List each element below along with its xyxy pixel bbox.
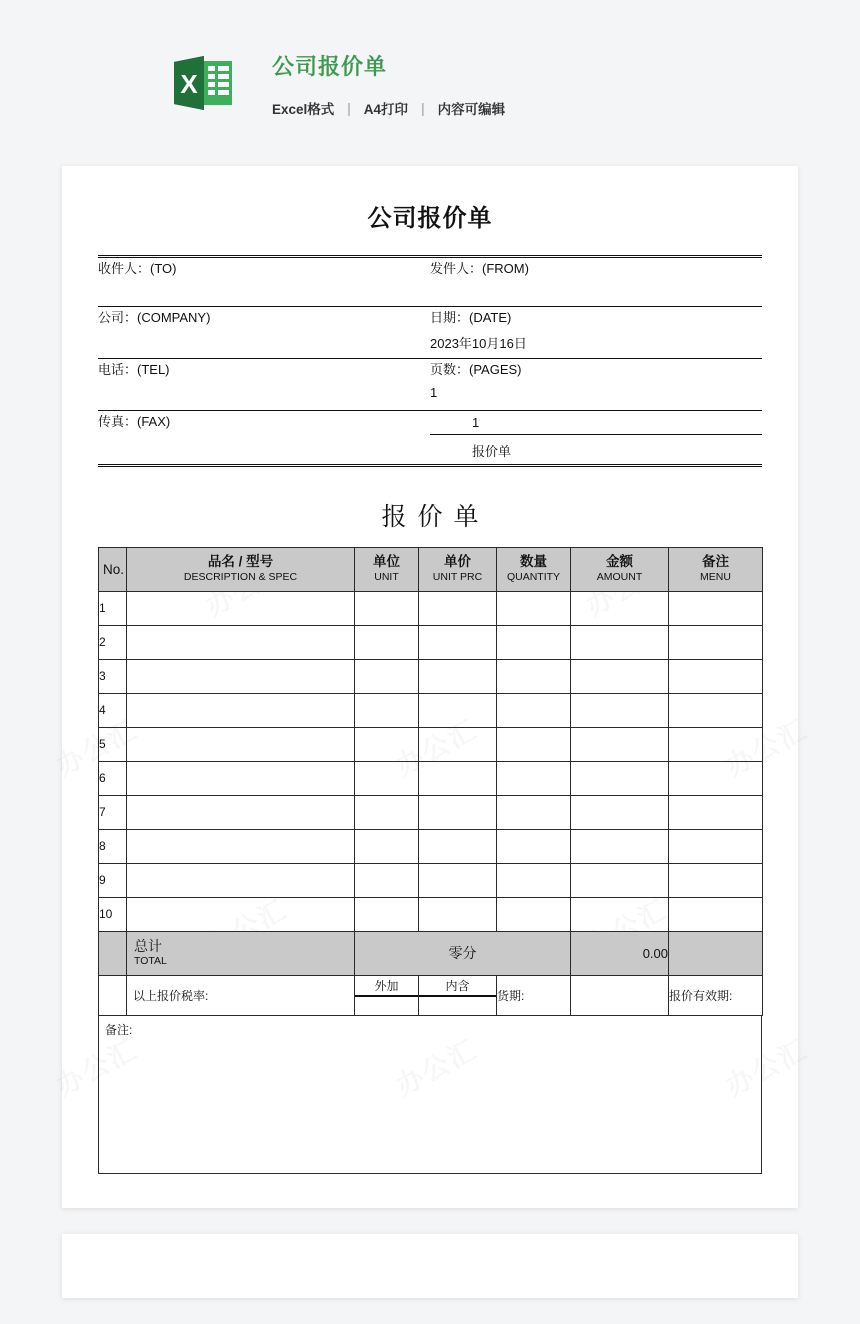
document-title: 公司报价单	[367, 205, 493, 232]
cell-unit[interactable]	[355, 591, 419, 625]
tax-option-incl-value[interactable]	[419, 996, 496, 1014]
cell-unit-price[interactable]	[419, 591, 497, 625]
quotation-table	[98, 547, 763, 1016]
total-label-en: TOTAL	[134, 955, 167, 968]
cell-unit-price[interactable]	[419, 795, 497, 829]
cell-memo[interactable]	[669, 795, 763, 829]
cell-quantity[interactable]	[497, 863, 571, 897]
contact-row-company	[98, 307, 762, 333]
cell-amount[interactable]	[571, 863, 669, 897]
cell-amount[interactable]	[571, 727, 669, 761]
cell-amount[interactable]	[571, 659, 669, 693]
cell-unit-price[interactable]	[419, 727, 497, 761]
cell-quantity[interactable]	[497, 659, 571, 693]
meta-separator: |	[347, 100, 351, 116]
cell-no: 4	[99, 693, 127, 727]
cell-no: 9	[99, 863, 127, 897]
cell-memo[interactable]	[669, 761, 763, 795]
cell-unit[interactable]	[355, 727, 419, 761]
spacer-cell	[98, 385, 430, 411]
cell-quantity[interactable]	[497, 591, 571, 625]
cell-unit[interactable]	[355, 761, 419, 795]
delivery-label: 货期:	[497, 975, 571, 1015]
value-subject: 报价单	[472, 443, 512, 459]
value-subject-wrap	[430, 437, 762, 466]
col-description-en: DESCRIPTION & SPEC	[183, 570, 298, 583]
value-date: 2023年10月16日	[430, 333, 762, 359]
contact-row-spacer	[98, 291, 762, 307]
total-spacer	[99, 931, 127, 975]
cell-quantity[interactable]	[497, 829, 571, 863]
table-row	[99, 863, 763, 897]
col-no-label: No.	[103, 561, 125, 577]
table-row	[99, 693, 763, 727]
contact-row-to	[98, 257, 762, 291]
label-company: 公司：(COMPANY)	[98, 310, 211, 325]
col-quantity-en: QUANTITY	[506, 570, 561, 583]
quote-heading: 报价单	[381, 502, 490, 531]
cell-no: 7	[99, 795, 127, 829]
table-row	[99, 897, 763, 931]
total-in-words: 零分	[355, 931, 571, 975]
col-quantity	[497, 547, 571, 591]
tax-option-add-cell	[355, 975, 419, 1015]
col-unit-price-en: UNIT PRC	[432, 570, 483, 583]
cell-unit[interactable]	[355, 897, 419, 931]
col-amount	[571, 547, 669, 591]
label-from: 发件人：(FROM)	[430, 257, 762, 291]
cell-unit-price[interactable]	[419, 693, 497, 727]
cell-unit[interactable]	[355, 693, 419, 727]
label-date: 日期：(DATE)	[430, 310, 512, 325]
table-row	[99, 625, 763, 659]
cell-unit[interactable]	[355, 625, 419, 659]
cell-memo[interactable]	[669, 625, 763, 659]
document-page-2	[62, 1234, 798, 1298]
cell-memo[interactable]	[669, 659, 763, 693]
remarks-label: 备注:	[105, 1022, 133, 1037]
cell-unit-price[interactable]	[419, 863, 497, 897]
col-description-cn: 品名 / 型号	[207, 554, 274, 569]
cell-unit[interactable]	[355, 829, 419, 863]
page-meta	[272, 98, 505, 118]
contact-row-date-value	[98, 333, 762, 359]
cell-description[interactable]	[127, 761, 355, 795]
tax-rate-label: 以上报价税率:	[127, 975, 355, 1015]
contact-block	[98, 255, 762, 467]
cell-unit[interactable]	[355, 659, 419, 693]
col-quantity-cn: 数量	[520, 554, 547, 569]
table-row	[99, 591, 763, 625]
value-fax-wrap	[430, 411, 762, 437]
cell-unit[interactable]	[355, 863, 419, 897]
excel-file-icon	[172, 52, 234, 114]
table-row	[99, 761, 763, 795]
tax-row	[99, 975, 763, 1015]
total-label-cn: 总计	[134, 938, 162, 955]
tax-option-incl-label: 内含	[419, 976, 496, 997]
col-unit-price	[419, 547, 497, 591]
cell-amount[interactable]	[571, 591, 669, 625]
cell-description[interactable]	[127, 659, 355, 693]
label-fax: 传真：(FAX)	[98, 414, 171, 429]
cell-memo[interactable]	[669, 829, 763, 863]
contact-row-fax	[98, 411, 762, 437]
col-memo-en: MENU	[700, 570, 731, 583]
spacer-cell	[98, 333, 430, 359]
value-fax: 1	[430, 411, 762, 435]
cell-quantity[interactable]	[497, 693, 571, 727]
cell-no: 2	[99, 625, 127, 659]
col-unit	[355, 547, 419, 591]
cell-amount[interactable]	[571, 625, 669, 659]
cell-amount[interactable]	[571, 829, 669, 863]
col-amount-en: AMOUNT	[596, 570, 643, 583]
tax-option-add-label: 外加	[355, 976, 418, 997]
label-to: 收件人：(TO)	[98, 257, 430, 291]
col-unit-price-cn: 单价	[444, 554, 471, 569]
col-unit-cn: 单位	[373, 554, 400, 569]
cell-quantity[interactable]	[497, 795, 571, 829]
cell-description[interactable]	[127, 693, 355, 727]
cell-description[interactable]	[127, 795, 355, 829]
cell-no: 1	[99, 591, 127, 625]
value-pages: 1	[430, 385, 762, 411]
tax-option-incl-cell	[419, 975, 497, 1015]
meta-format: Excel格式	[272, 102, 335, 118]
tax-spacer	[99, 975, 127, 1015]
cell-memo[interactable]	[669, 897, 763, 931]
total-memo	[669, 931, 763, 975]
col-memo-cn: 备注	[702, 554, 729, 569]
cell-quantity[interactable]	[497, 897, 571, 931]
table-row	[99, 829, 763, 863]
document-page-1	[62, 166, 798, 1208]
validity-label: 报价有效期:	[669, 975, 763, 1015]
contact-row-tel	[98, 359, 762, 385]
cell-quantity[interactable]	[497, 625, 571, 659]
cell-amount[interactable]	[571, 795, 669, 829]
table-row	[99, 659, 763, 693]
meta-separator: |	[421, 100, 425, 116]
total-amount: 0.00	[571, 931, 669, 975]
meta-editable: 内容可编辑	[437, 102, 506, 118]
cell-amount[interactable]	[571, 761, 669, 795]
col-amount-cn: 金额	[606, 554, 633, 569]
cell-no: 5	[99, 727, 127, 761]
cell-quantity[interactable]	[497, 727, 571, 761]
table-header	[99, 547, 763, 591]
cell-description[interactable]	[127, 829, 355, 863]
page-title: 公司报价单	[272, 54, 388, 79]
remarks-box[interactable]	[98, 1016, 762, 1174]
delivery-value[interactable]	[571, 975, 669, 1015]
cell-unit-price[interactable]	[419, 829, 497, 863]
col-no	[99, 547, 127, 591]
tax-option-add-value[interactable]	[355, 996, 418, 1014]
header-row	[99, 547, 763, 591]
col-description	[127, 547, 355, 591]
cell-unit-price[interactable]	[419, 761, 497, 795]
cell-quantity[interactable]	[497, 761, 571, 795]
table-row	[99, 727, 763, 761]
svg-text:X: X	[180, 69, 198, 99]
label-tel: 电话：(TEL)	[98, 362, 170, 377]
cell-description[interactable]	[127, 897, 355, 931]
total-label-cell	[127, 931, 355, 975]
cell-no: 10	[99, 897, 127, 931]
spacer-cell	[98, 291, 430, 307]
meta-print: A4打印	[363, 102, 409, 118]
cell-amount[interactable]	[571, 897, 669, 931]
col-unit-en: UNIT	[374, 570, 399, 583]
spacer-cell	[98, 437, 430, 466]
cell-description[interactable]	[127, 863, 355, 897]
table-row	[99, 795, 763, 829]
cell-amount[interactable]	[571, 693, 669, 727]
cell-unit-price[interactable]	[419, 659, 497, 693]
cell-unit-price[interactable]	[419, 625, 497, 659]
cell-no: 8	[99, 829, 127, 863]
label-pages: 页数：(PAGES)	[430, 362, 522, 377]
cell-no: 3	[99, 659, 127, 693]
cell-unit[interactable]	[355, 795, 419, 829]
total-row	[99, 931, 763, 975]
cell-no: 6	[99, 761, 127, 795]
cell-description[interactable]	[127, 625, 355, 659]
contact-row-subject	[98, 437, 762, 466]
cell-memo[interactable]	[669, 591, 763, 625]
cell-memo[interactable]	[669, 863, 763, 897]
cell-memo[interactable]	[669, 693, 763, 727]
cell-unit-price[interactable]	[419, 897, 497, 931]
table-body	[99, 591, 763, 1015]
contact-row-pages-value	[98, 385, 762, 411]
page-header	[0, 0, 860, 166]
cell-description[interactable]	[127, 591, 355, 625]
col-memo	[669, 547, 763, 591]
cell-description[interactable]	[127, 727, 355, 761]
cell-memo[interactable]	[669, 727, 763, 761]
spacer-cell	[430, 291, 762, 307]
